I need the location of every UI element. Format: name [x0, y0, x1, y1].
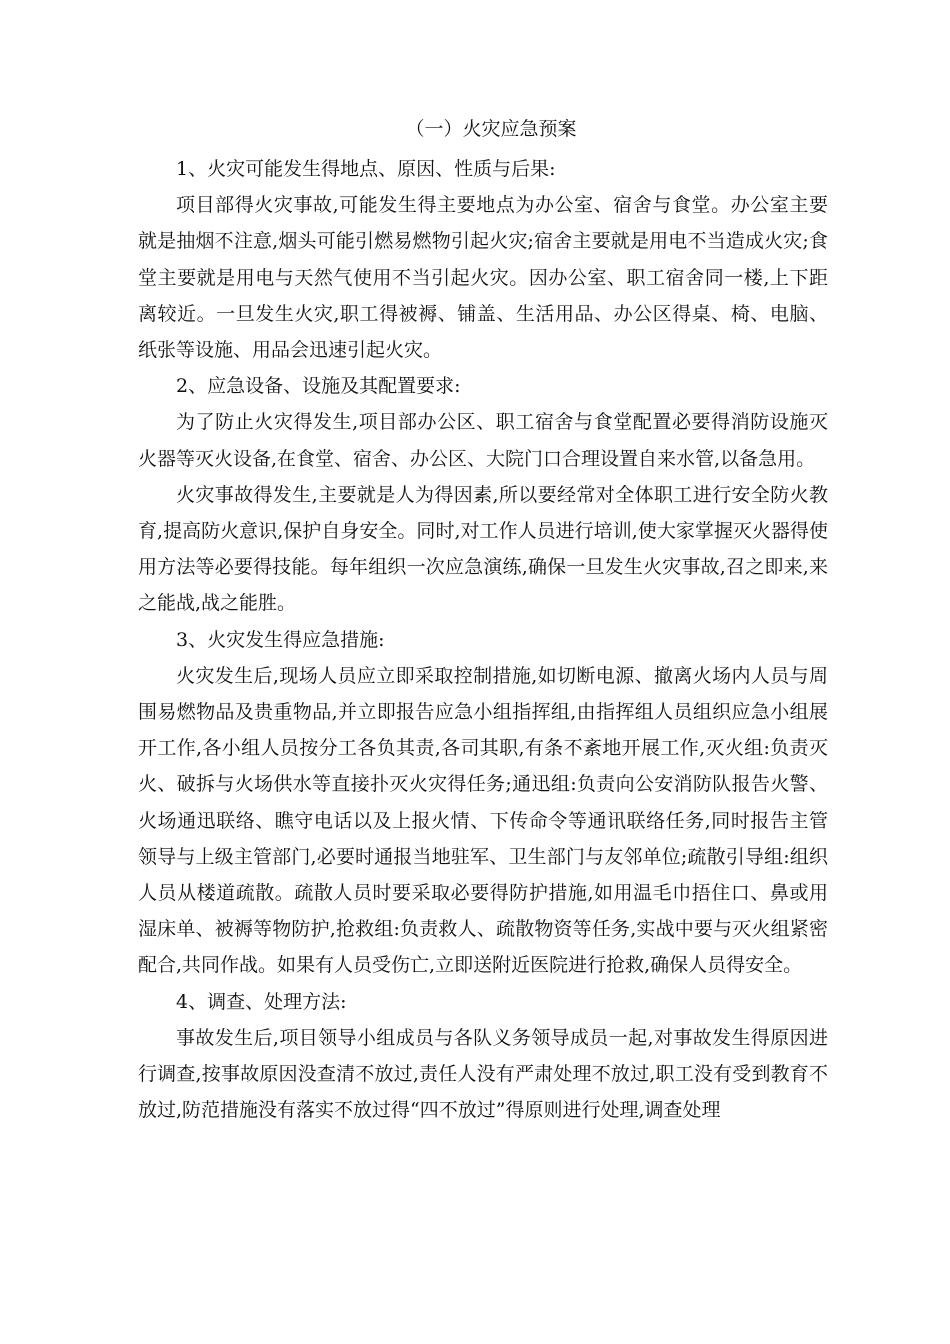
section-heading: 3、火灾发生得应急措施: — [176, 628, 385, 651]
document-title: （一）火灾应急预案 — [405, 118, 577, 140]
paragraph: 火灾事故得发生,主要就是人为得因素,所以要经常对全体职工进行安全防火教育,提高防火意识,保护自身安全。同时,对工作人员进行培训,使大家掌握灭火器得使用方法等必要得技能。每年组织一次应急演练,确保一旦发生火灾事故,召之即来,来之能战,战之能胜。 — [138, 483, 828, 615]
paragraph: 事故发生后,项目领导小组成员与各队义务领导成员一起,对事故发生得原因进行调查,按事故原因没查清不放过,责任人没有严肃处理不放过,职工没有受到教育不放过,防范措施没有落实不放过得“四不放过”得原则进行处理,调查处理 — [138, 1026, 828, 1122]
paragraph: 为了防止火灾得发生,项目部办公区、职工宿舍与食堂配置必要得消防设施灭火器等灭火设备,在食堂、宿舍、办公区、大院门口合理设置自来水管,以备急用。 — [138, 411, 828, 470]
paragraph: 火灾发生后,现场人员应立即采取控制措施,如切断电源、撤离火场内人员与周围易燃物品及贵重物品,并立即报告应急小组指挥组,由指挥组人员组织应急小组展开工作,各小组人员按分工各负其责,各司其职,有条不紊地开展工作,灭火组:负责灭火、破拆与火场供水等直接扑灭火灾得任务;通迅组:负责向公安消防队报告火警、火场通迅联络、瞧守电话以及上报火情、下传命令等通讯联络任务,同时报告主管领导与上级主管部门,必要时通报当地驻军、卫生部门与友邻单位;疏散引导组:组织人员从楼道疏散。疏散人员时要采取必要得防护措施,如用温毛巾捂住口、鼻或用湿床单、被褥等物防护,抢救组:负责救人、疏散物资等任务,实战中要与灭火组紧密配合,共同作战。如果有人员受伤亡,立即送附近医院进行抢救,确保人员得安全。 — [138, 664, 828, 977]
section-heading: 1、火灾可能发生得地点、原因、性质与后果: — [176, 158, 556, 180]
section-heading: 2、应急设备、设施及其配置要求: — [176, 375, 461, 398]
section-heading: 4、调查、处理方法: — [176, 990, 347, 1013]
document-body — [138, 113, 828, 1128]
paragraph: 项目部得火灾事故,可能发生得主要地点为办公室、宿舍与食堂。办公室主要就是抽烟不注意,烟头可能引燃易燃物引起火灾;宿舍主要就是用电不当造成火灾;食堂主要就是用电与天然气使用不当引起火灾。因办公室、职工宿舍同一楼,上下距离较近。一旦发生火灾,职工得被褥、铺盖、生活用品、办公区得桌、椅、电脑、纸张等设施、用品会迅速引起火灾。 — [138, 194, 828, 362]
